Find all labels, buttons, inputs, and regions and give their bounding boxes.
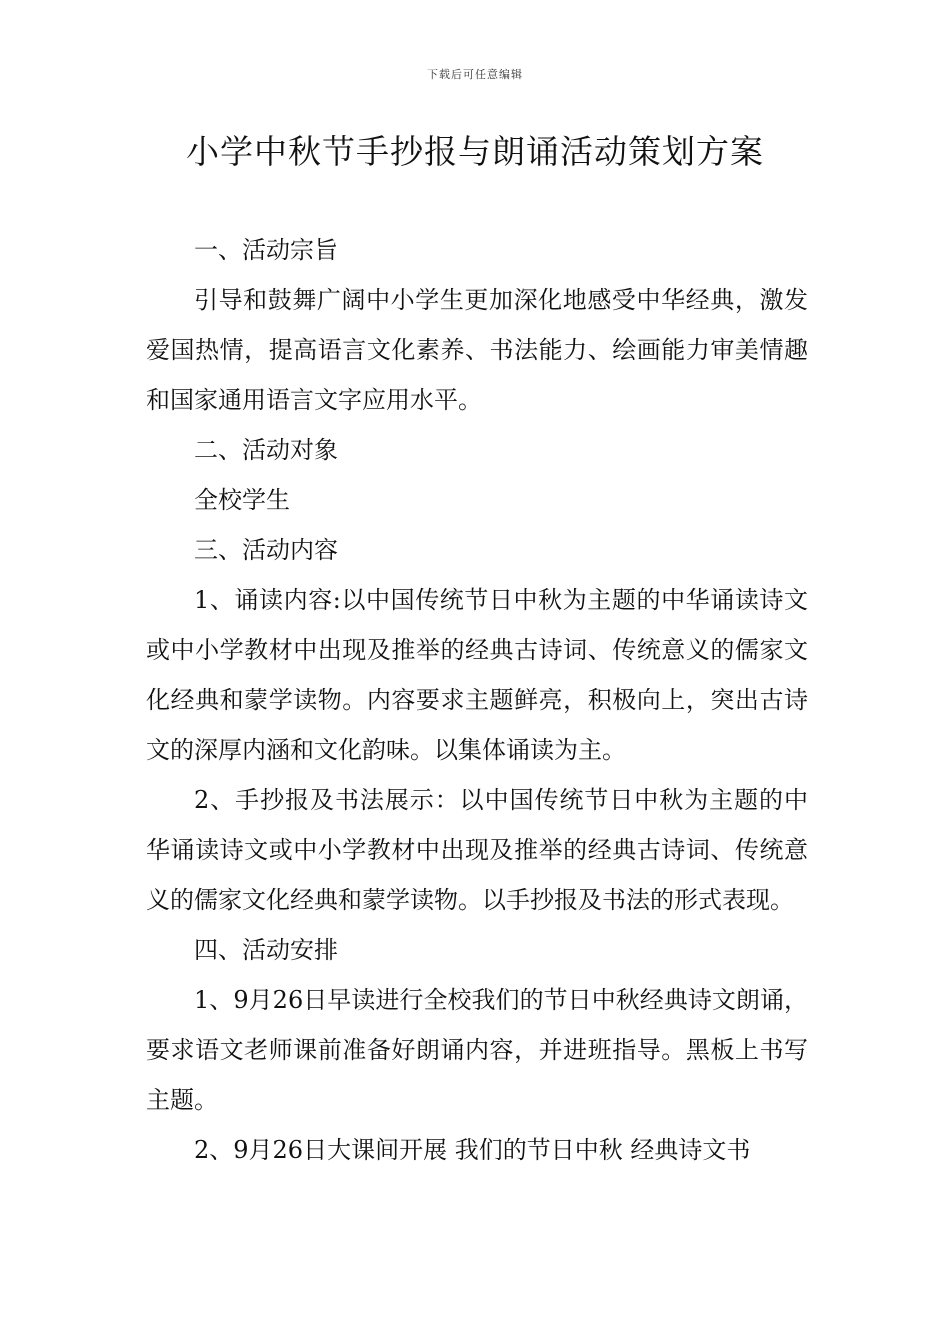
paragraph-recitation-content: 1、诵读内容:以中国传统节日中秋为主题的中华诵读诗文或中小学教材中出现及推举的经典古诗词、传统意义的儒家文化经典和蒙学读物。内容要求主题鲜亮，积极向上，突出古诗文的深厚内涵和文化韵味。以集体诵读为主。 — [146, 586, 808, 764]
section-heading-content: 三、活动内容 — [194, 536, 338, 564]
section-heading-audience: 二、活动对象 — [194, 436, 338, 464]
header-note: 下载后可任意编辑 — [427, 68, 523, 81]
paragraph-schedule-item-2: 2、9月26日大课间开展 我们的节日中秋 经典诗文书 — [194, 1136, 751, 1164]
section-heading-schedule: 四、活动安排 — [194, 936, 338, 964]
document-title: 小学中秋节手抄报与朗诵活动策划方案 — [186, 132, 764, 171]
paragraph-handwritten-newspaper: 2、手抄报及书法展示：以中国传统节日中秋为主题的中华诵读诗文或中小学教材中出现及推举的经典古诗词、传统意义的儒家文化经典和蒙学读物。以手抄报及书法的形式表现。 — [146, 786, 808, 914]
paragraph-schedule-item-1: 1、9月26日早读进行全校我们的节日中秋经典诗文朗诵，要求语文老师课前准备好朗诵内容，并进班指导。黑板上书写主题。 — [146, 986, 808, 1114]
paragraph-purpose: 引导和鼓舞广阔中小学生更加深化地感受中华经典，激发爱国热情，提高语言文化素养、书法能力、绘画能力审美情趣和国家通用语言文字应用水平。 — [146, 286, 808, 414]
document-body — [146, 225, 808, 1175]
paragraph-audience: 全校学生 — [194, 486, 290, 514]
section-heading-purpose: 一、活动宗旨 — [194, 236, 338, 264]
